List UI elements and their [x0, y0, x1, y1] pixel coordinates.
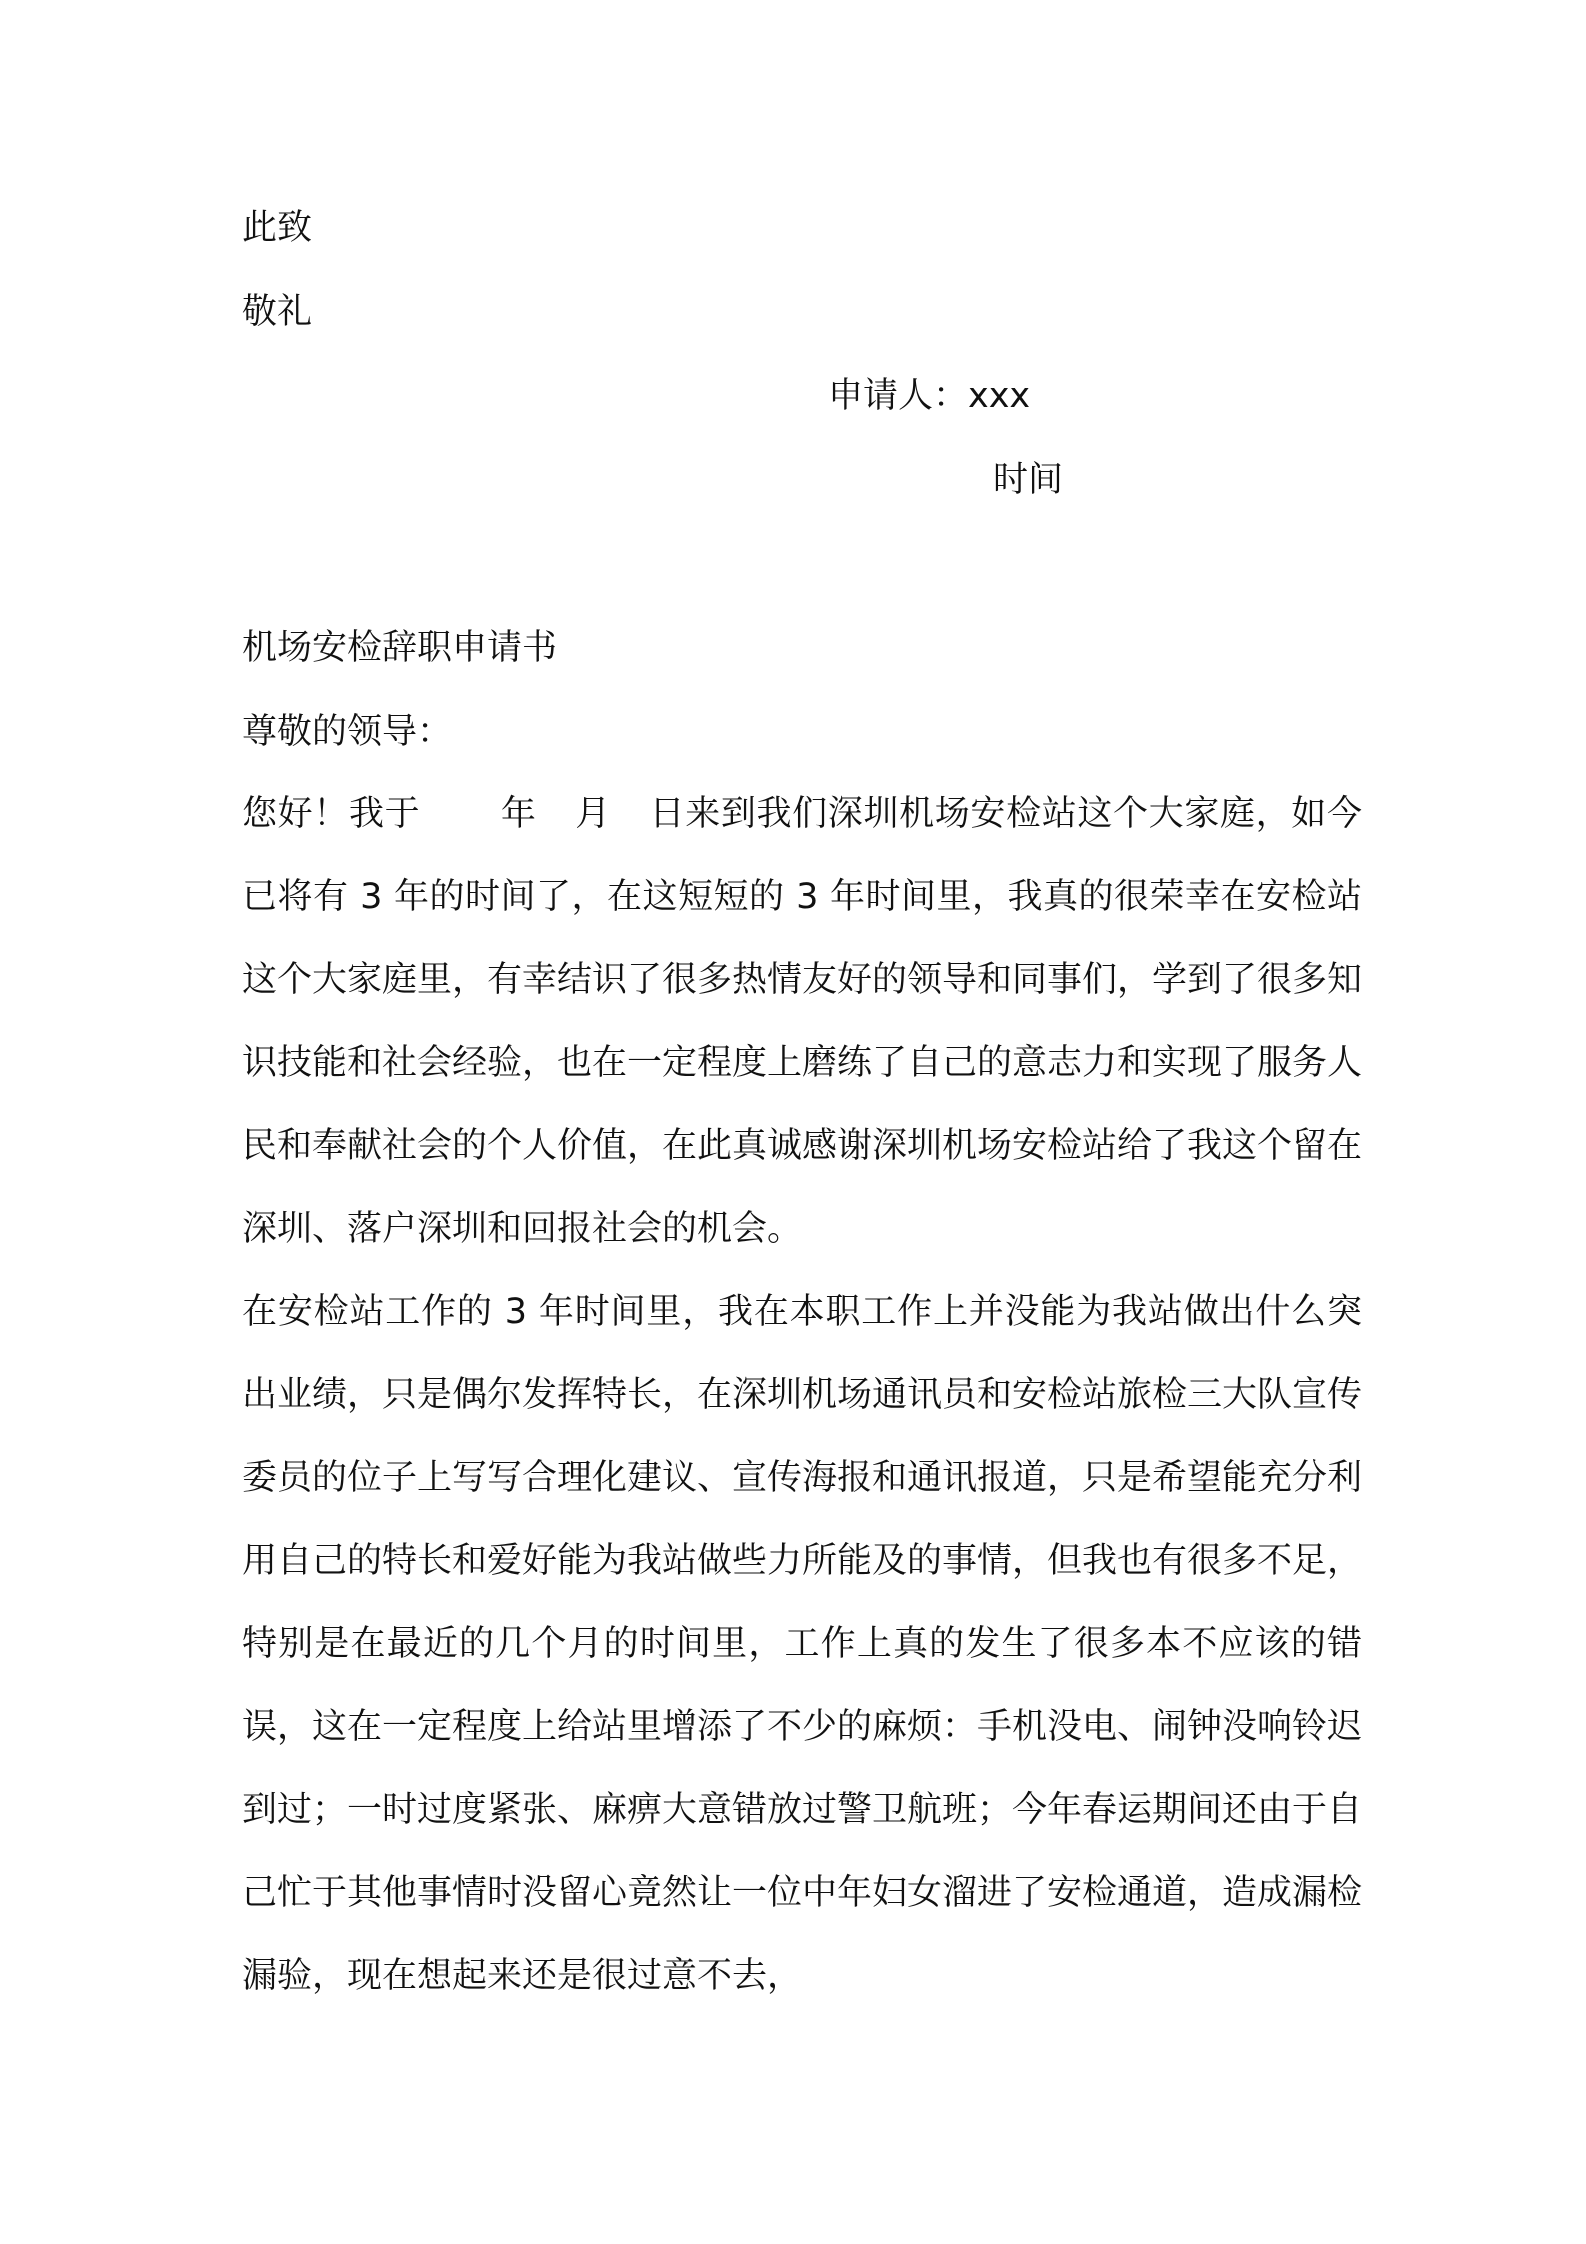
letter-body — [242, 773, 1362, 2018]
signature-date: 时间 — [993, 460, 1064, 500]
closing-line-2: 敬礼 — [242, 292, 313, 332]
applicant-signature: 申请人：xxx — [828, 376, 1031, 416]
paragraph-1 — [242, 773, 1362, 1271]
paragraph-2: 在安检站工作的 3 年时间里，我在本职工作上并没能为我站做出什么突出业绩，只是偶尔发挥特长，在深圳机场通讯员和安检站旅检三大队宣传委员的位子上写写合理化建议、宣传海报和通讯报道，只是希望能充分利用自己的特长和爱好能为我站做些力所能及的事情，但我也有很多不足，特别是在最近的几个月的时间里，工作上真的发生了很多本不应该的错误，这在一定程度上给站里增添了不少的麻烦：手机没电、闹钟没响铃迟到过；一时过度紧张、麻痹大意错放过警卫航班；今年春运期间还由于自己忙于其他事情时没留心竟然让一位中年妇女溜进了安检通道，造成漏检漏验，现在想起来还是很过意不去， — [242, 1292, 1363, 1996]
salutation: 尊敬的领导： — [242, 712, 453, 752]
p1-intro: 您好！我于 — [242, 794, 421, 834]
p1-rest: 日来到我们深圳机场安检站这个大家庭，如今已将有 3 年的时间了，在这短短的 3 年时间里，我真的很荣幸在安检站这个大家庭里，有幸结识了很多热情友好的领导和同事们，学到了很多知识技能和社会经验，也在一定程度上磨练了自己的意志力和实现了服务人民和奉献社会的个人价值，在此真诚感谢深圳机场安检站给了我这个留在深圳、落户深圳和回报社会的机会。 — [242, 794, 1363, 1249]
closing-line-1: 此致 — [242, 208, 313, 248]
p1-month: 月 — [574, 794, 611, 834]
p1-year: 年 — [500, 794, 537, 834]
letter-title: 机场安检辞职申请书 — [242, 628, 558, 668]
